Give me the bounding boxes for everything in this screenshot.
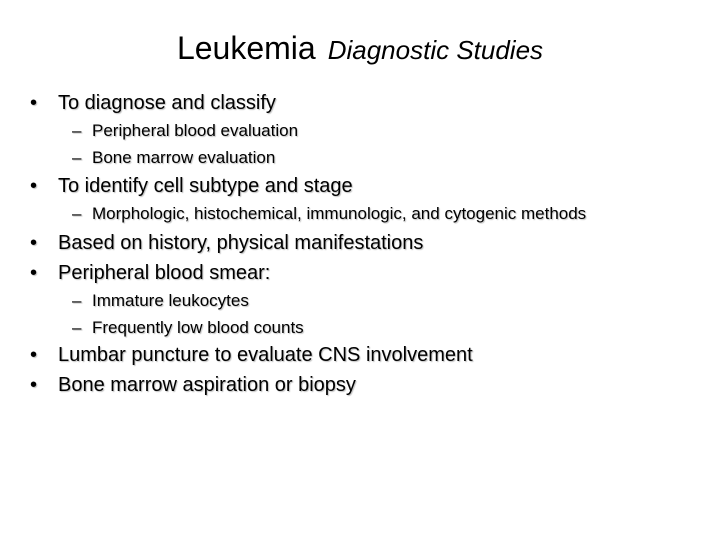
- bullet-text: Bone marrow aspiration or biopsy: [58, 374, 356, 396]
- dash-marker: –: [72, 204, 82, 223]
- sub-bullet-text: Bone marrow evaluation: [92, 148, 276, 167]
- bullet-text: Lumbar puncture to evaluate CNS involvement: [58, 344, 473, 366]
- bullet-text: Based on history, physical manifestations: [58, 232, 424, 254]
- bullet-item: [30, 92, 276, 115]
- bullet-marker: •: [30, 262, 38, 284]
- sub-bullet-text: Peripheral blood evaluation: [92, 121, 299, 140]
- bullet-item: [30, 175, 353, 198]
- sub-bullet-text: Morphologic, histochemical, immunologic, and cytogenic methods: [92, 204, 587, 223]
- bullet-marker: •: [30, 175, 38, 197]
- title-subtitle: Diagnostic Studies: [327, 35, 544, 65]
- bullet-marker: •: [30, 344, 38, 366]
- bullet-item: [30, 262, 270, 285]
- dash-marker: –: [72, 121, 82, 140]
- bullet-item: [30, 344, 473, 367]
- dash-marker: –: [72, 318, 82, 337]
- sub-bullet-item: [72, 121, 298, 141]
- dash-marker: –: [72, 291, 82, 310]
- bullet-item: [30, 232, 423, 255]
- bullet-marker: •: [30, 92, 38, 114]
- bullet-text: Peripheral blood smear:: [58, 262, 271, 284]
- sub-bullet-text: Immature leukocytes: [92, 291, 249, 310]
- sub-bullet-item: [72, 204, 586, 224]
- sub-bullet-item: [72, 318, 304, 338]
- sub-bullet-item: [72, 148, 275, 168]
- slide-title: [0, 30, 720, 67]
- bullet-item: [30, 374, 356, 397]
- dash-marker: –: [72, 148, 82, 167]
- bullet-marker: •: [30, 232, 38, 254]
- sub-bullet-item: [72, 291, 249, 311]
- bullet-marker: •: [30, 374, 38, 396]
- bullet-text: To diagnose and classify: [58, 92, 276, 114]
- title-main: Leukemia: [176, 30, 316, 66]
- bullet-text: To identify cell subtype and stage: [58, 175, 353, 197]
- sub-bullet-text: Frequently low blood counts: [92, 318, 304, 337]
